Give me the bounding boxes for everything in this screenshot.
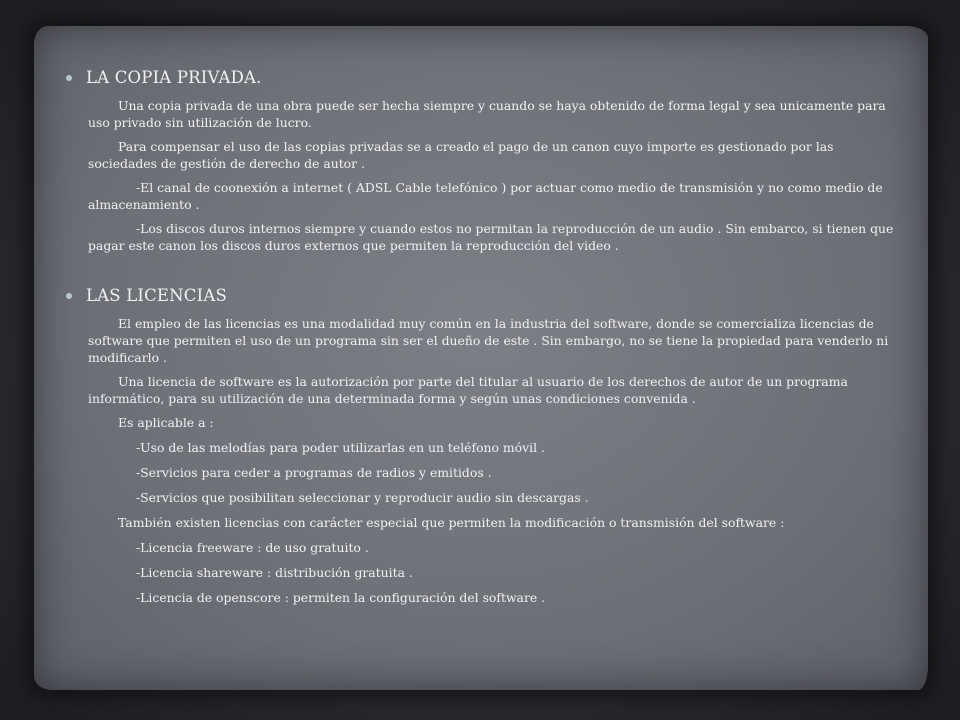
list-item: -Licencia shareware : distribución gratuita . [136, 565, 413, 580]
bullet-icon [66, 75, 72, 81]
list-item: -Uso de las melodías para poder utilizarlas en un teléfono móvil . [136, 440, 545, 455]
paragraph: Para compensar el uso de las copias privadas se a creado el pago de un canon cuyo importe es gestionado por las sociedades de gestión de derecho de autor . [88, 139, 834, 171]
list-item: -Licencia freeware : de uso gratuito . [136, 540, 369, 555]
list-item: -Licencia de openscore : permiten la configuración del software . [136, 590, 546, 605]
slide-content [66, 68, 906, 614]
paragraph: Una licencia de software es la autorización por parte del titular al usuario de los derechos de autor de un programa informático, para su utilización de una determinada forma y según unas condiciones convenida . [88, 374, 848, 406]
paragraph: También existen licencias con carácter especial que permiten la modificación o transmisión del software : [118, 515, 785, 530]
applicable-label: Es aplicable a : [118, 415, 214, 430]
bullet-icon [66, 293, 72, 299]
paragraph: El empleo de las licencias es una modalidad muy común en la industria del software, donde se comercializa licencias de software que permiten el uso de un programa sin ser el dueño de este . Sin embargo, no se tiene la propiedad para venderlo ni modificarlo . [88, 316, 889, 365]
paragraph: -Los discos duros internos siempre y cuando estos no permitan la reproducción de un audio . Sin embarco, si tienen que pagar este canon los discos duros externos que permiten la reproducción del video . [88, 221, 894, 253]
paragraph: -El canal de coonexión a internet ( ADSL Cable telefónico ) por actuar como medio de transmisión y no como medio de almacenamiento . [88, 180, 883, 212]
paragraph: Una copia privada de una obra puede ser hecha siempre y cuando se haya obtenido de forma legal y sea unicamente para uso privado sin utilización de lucro. [88, 98, 886, 130]
section-licencias-heading [66, 286, 906, 305]
list-item: -Servicios que posibilitan seleccionar y reproducir audio sin descargas . [136, 490, 589, 505]
section-title: LAS LICENCIAS [86, 286, 227, 305]
section-copia-privada-heading [66, 68, 906, 87]
section-title: LA COPIA PRIVADA. [86, 68, 262, 87]
list-item: -Servicios para ceder a programas de radios y emitidos . [136, 465, 492, 480]
